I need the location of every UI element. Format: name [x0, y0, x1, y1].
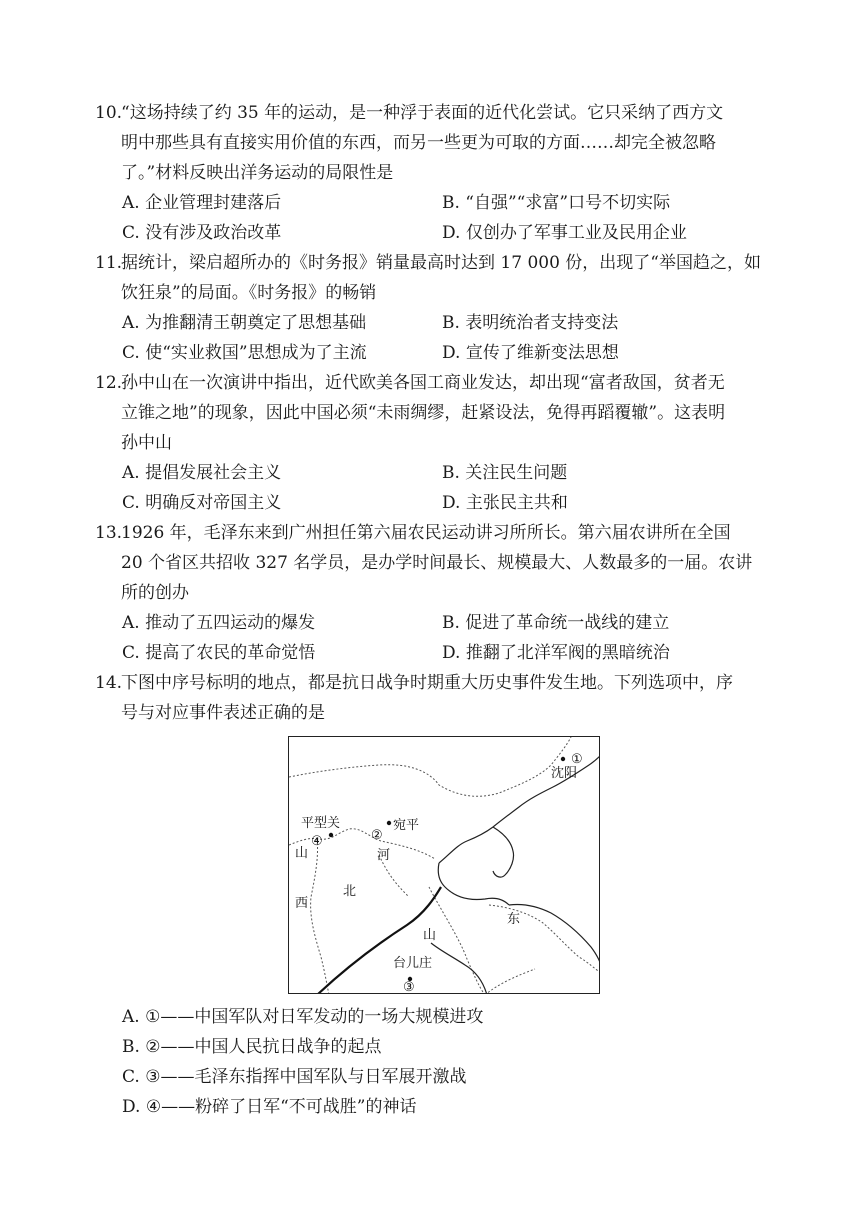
question-text-line: 下图中序号标明的地点，都是抗日战争时期重大历史事件发生地。下列选项中，序 [121, 673, 733, 693]
option-b[interactable]: B. ②——中国人民抗日战争的起点 [122, 1037, 382, 1057]
question-14 [95, 668, 785, 730]
option-c[interactable]: C. ③——毛泽东指挥中国军队与日军展开激战 [122, 1067, 467, 1087]
option-d[interactable]: D. 主张民主共和 [442, 493, 568, 513]
question-13 [95, 518, 785, 610]
option-b[interactable]: B. “自强”“求富”口号不切实际 [442, 193, 671, 213]
option-c[interactable]: C. 明确反对帝国主义 [122, 493, 282, 513]
option-b[interactable]: B. 关注民生问题 [442, 463, 568, 483]
taierzhuang-label: 台儿庄 [393, 956, 433, 971]
option-d[interactable]: D. 仅创办了军事工业及民用企业 [442, 223, 687, 243]
question-text-line: 1926 年，毛泽东来到广州担任第六届农民运动讲习所所长。第六届农讲所在全国 [121, 523, 731, 543]
question-text-line: 了。”材料反映出洋务运动的局限性是 [121, 163, 394, 183]
dong-label: 东 [507, 912, 521, 927]
question-text-line: “这场持续了约 35 年的运动，是一种浮于表面的近代化尝试。它只采纳了西方文 [121, 103, 724, 123]
question-10 [95, 98, 785, 190]
option-d[interactable]: D. 推翻了北洋军阀的黑暗统治 [442, 643, 670, 663]
option-b[interactable]: B. 表明统治者支持变法 [442, 313, 619, 333]
bei-label: 北 [343, 884, 357, 899]
question-text-line: 孙中山 [121, 433, 172, 453]
option-a[interactable]: A. 提倡发展社会主义 [122, 463, 282, 483]
option-a[interactable]: A. 为推翻清王朝奠定了思想基础 [122, 313, 367, 333]
question-11 [95, 248, 785, 310]
location-dot-wanping [387, 821, 391, 825]
xi-label: 西 [295, 896, 309, 911]
question-text-line: 孙中山在一次演讲中指出，近代欧美各国工商业发达，却出现“富者敌国，贫者无 [121, 373, 725, 393]
question-text-line: 所的创办 [121, 583, 189, 603]
question-text-line: 饮狂泉”的局面。《时务报》的畅销 [121, 283, 377, 303]
shan-west-label: 山 [295, 846, 309, 861]
location-dot-shenyang [561, 757, 565, 761]
question-number: 14. [95, 673, 123, 693]
option-a[interactable]: A. 推动了五四运动的爆发 [122, 613, 316, 633]
question-text-line: 据统计，梁启超所办的《时务报》销量最高时达到 17 000 份，出现了“举国趋之，如 [121, 253, 761, 273]
option-d[interactable]: D. ④——粉碎了日军“不可战胜”的神话 [122, 1097, 417, 1117]
option-c[interactable]: C. 提高了农民的革命觉悟 [122, 643, 316, 663]
question-text-line: 20 个省区共招收 327 名学员，是办学时间最长、规模最大、人数最多的一届。农讲 [121, 553, 753, 573]
location-dot-pingxingguan [329, 833, 333, 837]
question-number: 12. [95, 373, 123, 393]
coastline [431, 755, 600, 994]
option-c[interactable]: C. 没有涉及政治改革 [122, 223, 282, 243]
shan-east-label: 山 [423, 928, 437, 943]
question-text-line: 号与对应事件表述正确的是 [121, 703, 325, 723]
option-a[interactable]: A. 企业管理封建落后 [122, 193, 282, 213]
option-b[interactable]: B. 促进了革命统一战线的建立 [442, 613, 670, 633]
question-text-line: 明中那些具有直接实用价值的东西，而另一些更为可取的方面……却完全被忽略 [121, 133, 716, 153]
marker-4-label: ④ [311, 834, 323, 849]
shenyang-label: 沈阳 [551, 766, 578, 781]
question-12 [95, 368, 785, 460]
option-d[interactable]: D. 宣传了维新变法思想 [442, 343, 619, 363]
wanping-label: 宛平 [393, 818, 420, 833]
marker-1-label: ① [571, 752, 583, 767]
history-map [288, 736, 600, 994]
pingxingguan-label: 平型关 [301, 816, 341, 831]
option-c[interactable]: C. 使“实业救国”思想成为了主流 [122, 343, 367, 363]
marker-3-label: ③ [403, 980, 415, 995]
he-label: 河 [377, 848, 391, 863]
map-svg [289, 737, 600, 994]
question-text-line: 立锥之地”的现象，因此中国必须“未雨绸缪，赶紧设法，免得再蹈覆辙”。这表明 [121, 403, 726, 423]
marker-2-label: ② [371, 828, 383, 843]
option-a[interactable]: A. ①——中国军队对日军发动的一场大规模进攻 [122, 1007, 484, 1027]
question-number: 13. [95, 523, 123, 543]
question-number: 10. [95, 103, 123, 123]
question-number: 11. [95, 253, 123, 273]
